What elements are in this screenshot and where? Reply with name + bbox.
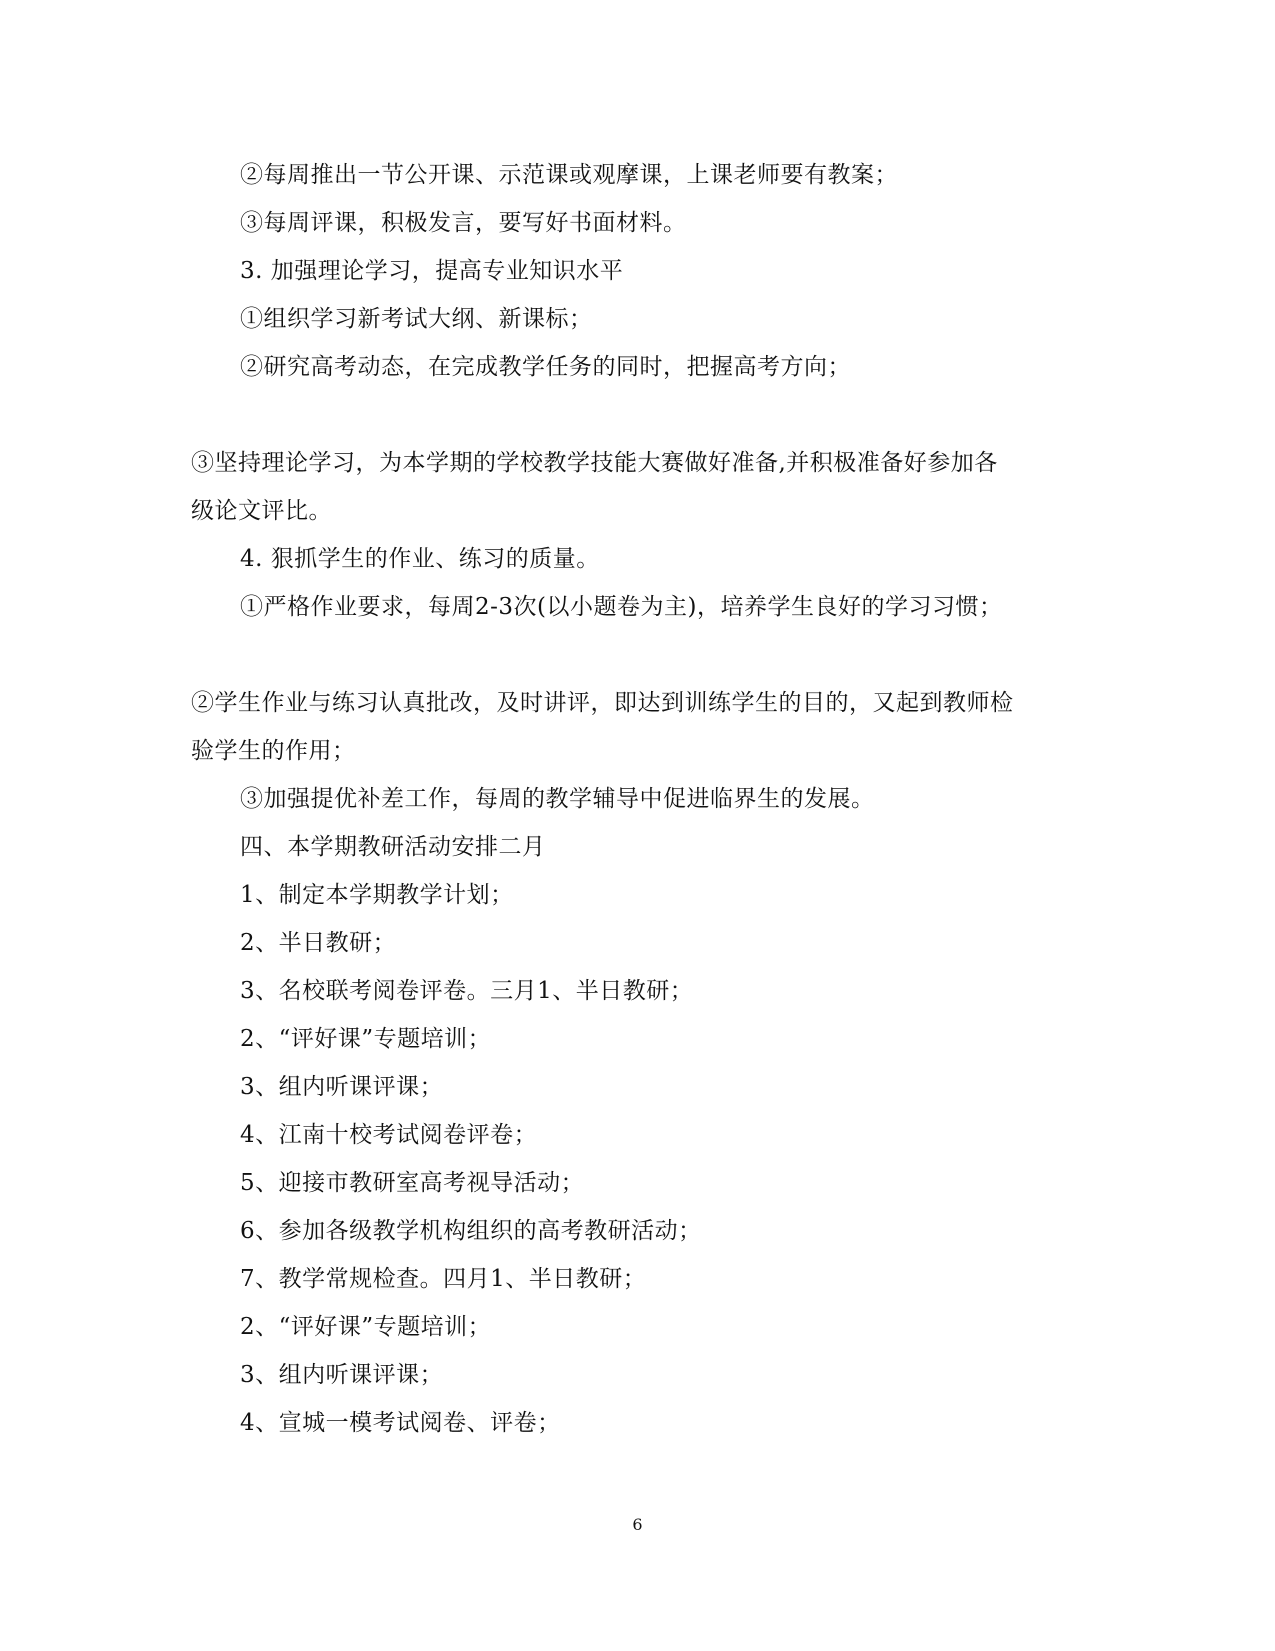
list-item: 3、组内听课评课； [240, 1362, 444, 1388]
paragraph-line: 验学生的作用； [191, 738, 356, 764]
page-number: 6 [632, 1515, 643, 1534]
paragraph-line: ③加强提优补差工作，每周的教学辅导中促进临界生的发展。 [240, 786, 875, 812]
list-item: 2、“评好课”专题培训； [240, 1314, 492, 1340]
list-item: 2、半日教研； [240, 930, 397, 956]
paragraph-line: ②每周推出一节公开课、示范课或观摩课，上课老师要有教案； [240, 162, 898, 188]
list-item: 1、制定本学期教学计划； [240, 882, 514, 908]
list-item: 6、参加各级教学机构组织的高考教研活动； [240, 1218, 702, 1244]
list-item: 3、名校联考阅卷评卷。三月1、半日教研； [240, 978, 694, 1004]
paragraph-line: ①组织学习新考试大纲、新课标； [240, 306, 593, 332]
paragraph-line: 级论文评比。 [191, 498, 332, 524]
section-heading: 4. 狠抓学生的作业、练习的质量。 [240, 546, 600, 572]
paragraph-line: ③每周评课，积极发言，要写好书面材料。 [240, 210, 687, 236]
list-item: 3、组内听课评课； [240, 1074, 444, 1100]
paragraph-line: ③坚持理论学习，为本学期的学校教学技能大赛做好准备,并积极准备好参加各 [191, 450, 998, 476]
list-item: 4、江南十校考试阅卷评卷； [240, 1122, 538, 1148]
paragraph-line: ②研究高考动态，在完成教学任务的同时，把握高考方向； [240, 354, 851, 380]
list-item: 4、宣城一模考试阅卷、评卷； [240, 1410, 561, 1436]
list-item: 5、迎接市教研室高考视导活动； [240, 1170, 585, 1196]
list-item: 7、教学常规检查。四月1、半日教研； [240, 1266, 647, 1292]
paragraph-line: ②学生作业与练习认真批改，及时讲评，即达到训练学生的目的，又起到教师检 [191, 690, 1014, 716]
paragraph-line: ①严格作业要求，每周2-3次(以小题卷为主)，培养学生良好的学习习惯； [240, 594, 1003, 620]
section-heading: 3. 加强理论学习，提高专业知识水平 [240, 258, 624, 284]
list-item: 2、“评好课”专题培训； [240, 1026, 492, 1052]
section-heading: 四、本学期教研活动安排二月 [240, 834, 546, 860]
